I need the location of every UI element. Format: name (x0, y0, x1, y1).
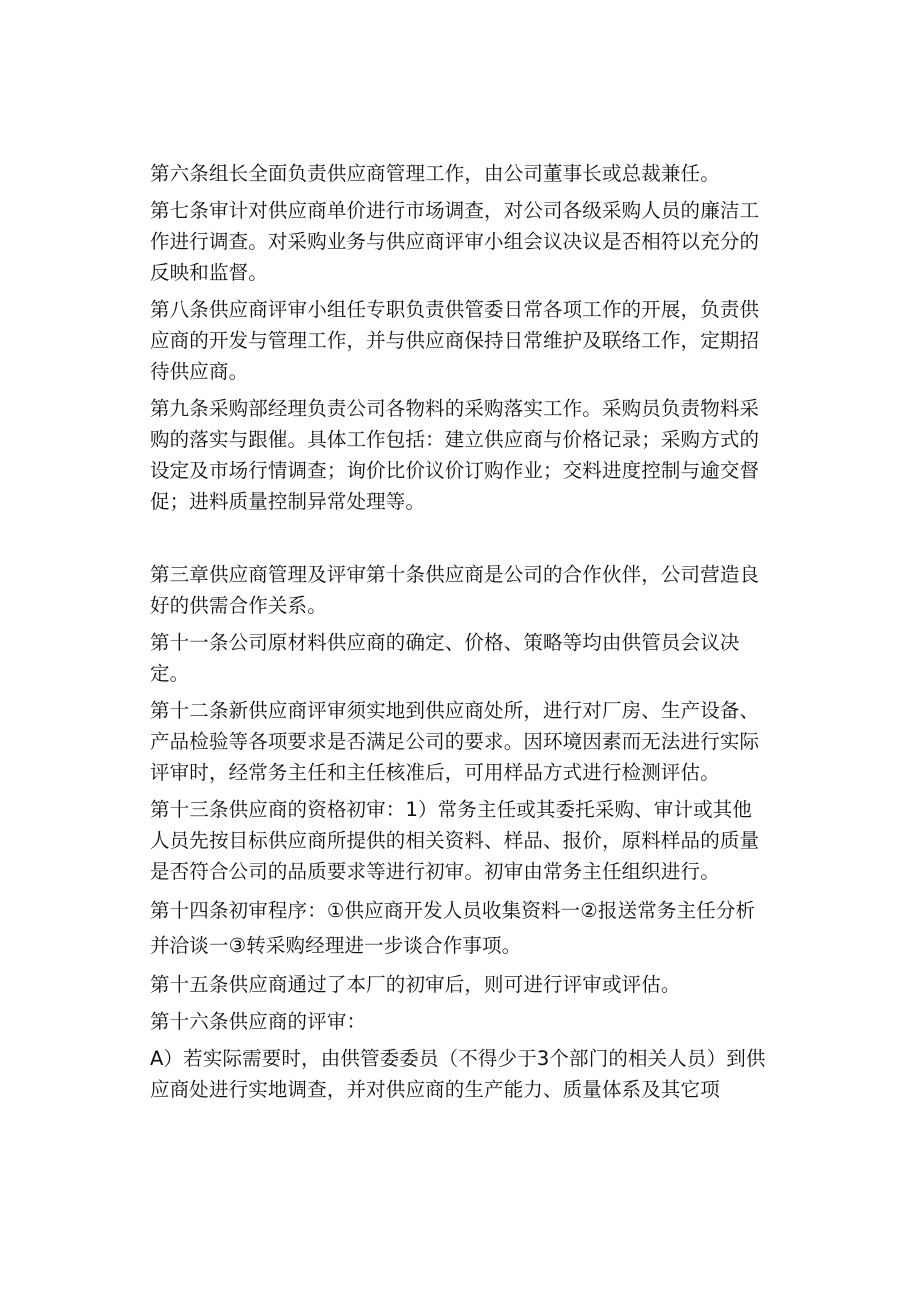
article-9-paragraph: 第九条采购部经理负责公司各物料的采购落实工作。采购员负责物料采购的落实与跟催。具体工作包括：建立供应商与价格记录；采购方式的设定及市场行情调查；询价比价议价订购作业；交料进度控制与逾交督促；进料质量控制异常处理等。 (150, 397, 760, 513)
article-12-paragraph: 第十二条新供应商评审须实地到供应商处所，进行对厂房、生产设备、产品检验等各项要求是否满足公司的要求。因环境因素而无法进行实际评审时，经常务主任和主任核准后，可用样品方式进行检测评估。 (150, 699, 760, 784)
article-16-item-a-paragraph: A）若实际需要时，由供管委委员（不得少于3个部门的相关人员）到供应商处进行实地调查，并对供应商的生产能力、质量体系及其它项 (150, 1047, 766, 1101)
chapter-3-article-10-paragraph: 第三章供应商管理及评审第十条供应商是公司的合作伙伴，公司营造良好的供需合作关系。 (150, 563, 760, 617)
article-7-paragraph: 第七条审计对供应商单价进行市场调查，对公司各级采购人员的廉洁工作进行调查。对采购业务与供应商评审小组会议决议是否相符以充分的反映和监督。 (150, 199, 760, 284)
article-16-paragraph: 第十六条供应商的评审： (150, 1010, 367, 1033)
article-14-paragraph: 第十四条初审程序：①供应商开发人员收集资料一②报送常务主任分析并洽谈一③转采购经理进一步谈合作事项。 (150, 899, 756, 957)
section-spacer (150, 523, 770, 559)
document-page (150, 158, 770, 1111)
article-15-paragraph: 第十五条供应商通过了本厂的初审后，则可进行评审或评估。 (150, 973, 681, 996)
article-6-paragraph: 第六条组长全面负责供应商管理工作，由公司董事长或总裁兼任。 (150, 162, 720, 185)
article-8-paragraph: 第八条供应商评审小组任专职负责供管委日常各项工作的开展，负责供应商的开发与管理工作，并与供应商保持日常维护及联络工作，定期招待供应商。 (150, 298, 760, 383)
article-11-paragraph: 第十一条公司原材料供应商的确定、价格、策略等均由供管员会议决定。 (150, 631, 740, 685)
article-13-paragraph: 第十三条供应商的资格初审：1）常务主任或其委托采购、审计或其他人员先按目标供应商所提供的相关资料、样品、报价，原料样品的质量是否符合公司的品质要求等进行初审。初审由常务主任组织进行。 (150, 798, 760, 883)
